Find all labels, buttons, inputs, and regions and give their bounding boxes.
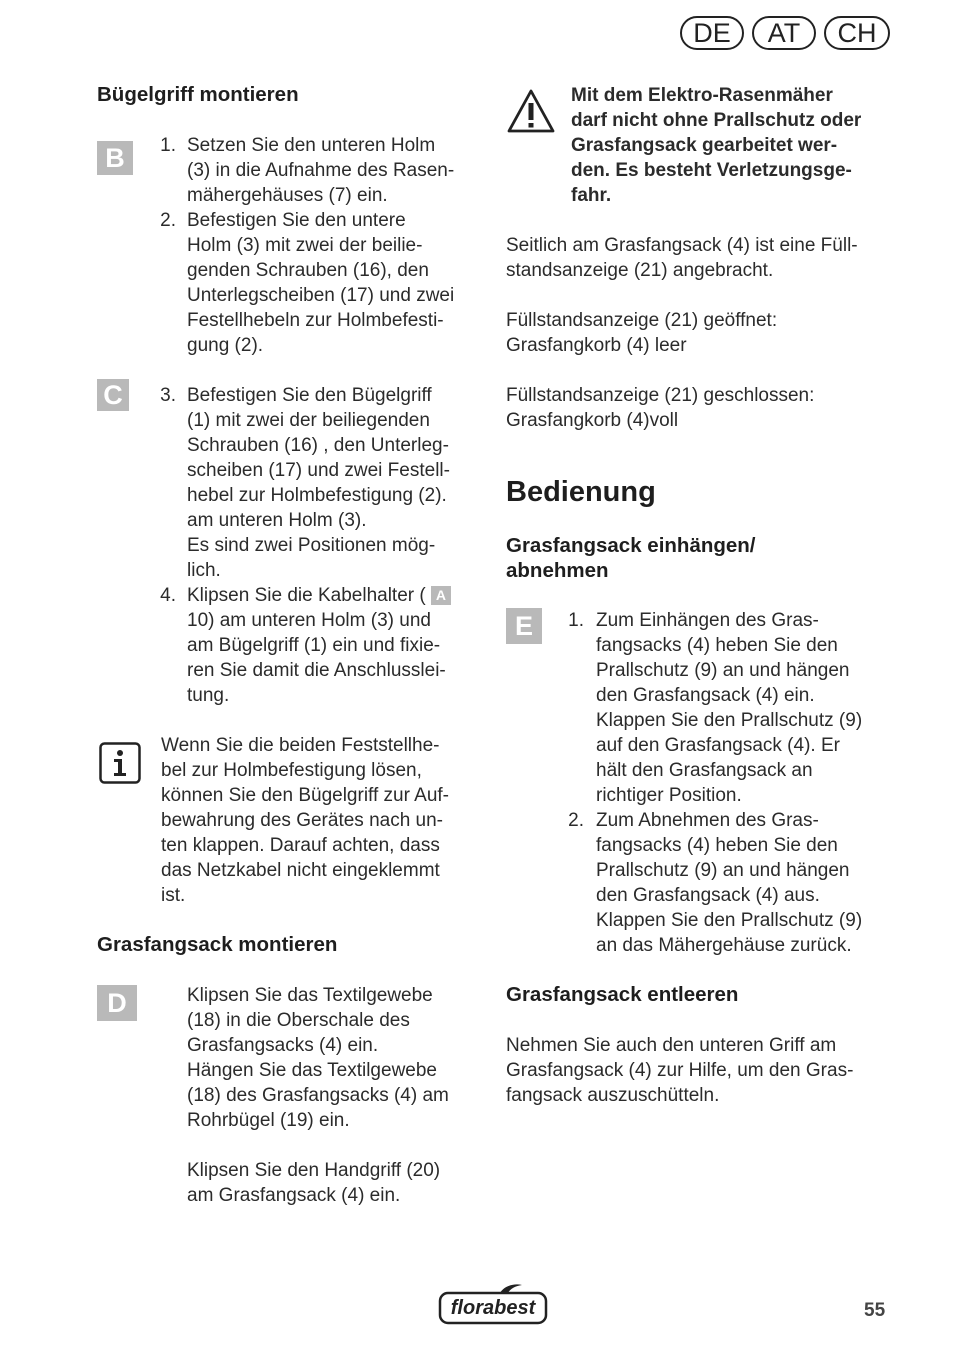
figure-badge-b: B — [97, 141, 133, 175]
e-step-1-text: Zum Einhängen des Gras- fangsacks (4) heben Sie den Prallschutz (9) an und hängen den Grasfangsack (4) ein. Klappen Sie den Prallschutz (9) auf den Grasfangsack (4). Er hält den Grasfangsack an richtiger Position. — [596, 610, 863, 806]
heading-entleeren: Grasfangsack entleeren — [506, 983, 739, 1006]
heading-bedienung: Bedienung — [506, 476, 656, 508]
step-number-4: 4. — [160, 585, 176, 606]
figure-badge-a-inline: A — [431, 586, 451, 605]
figure-badge-e: E — [506, 608, 542, 644]
figure-badge-d: D — [97, 985, 137, 1021]
heading-grasfangsack-montieren: Grasfangsack montieren — [97, 933, 338, 956]
heading-buegelgriff: Bügelgriff montieren — [97, 83, 299, 106]
step-4-text — [187, 583, 451, 708]
info-note-text: Wenn Sie die beiden Feststellhe- bel zur Holmbefestigung lösen, können Sie den Bügelgriff zur Auf- bewahrung des Gerätes nach un- ten klappen. Darauf achten, dass das Netzkabel nicht eingeklemmt ist. — [161, 735, 450, 906]
info-icon — [99, 742, 141, 784]
figure-badge-c: C — [97, 379, 129, 411]
step-number-2: 2. — [160, 210, 176, 231]
d-text-1: Klipsen Sie das Textilgewebe (18) in die Oberschale des Grasfangsacks (4) ein. Hängen Sie das Textilgewebe (18) des Grasfangsacks (4) am Rohrbügel (19) ein. — [187, 985, 449, 1131]
step-2-text: Befestigen Sie den untere Holm (3) mit zwei der beilie- genden Schrauben (16), den Unterlegscheiben (17) und zwei Festellhebeln zur Holmbefesti- gung (2). — [187, 210, 455, 356]
country-badge-ch: CH — [824, 16, 890, 50]
heading-einhaengen: Grasfangsack einhängen/ abnehmen — [506, 534, 756, 582]
country-badge-at: AT — [752, 16, 816, 50]
entleeren-text: Nehmen Sie auch den unteren Griff am Grasfangsack (4) zur Hilfe, um den Gras- fangsack auszuschütteln. — [506, 1035, 854, 1106]
e-step-2-text: Zum Abnehmen des Gras- fangsacks (4) heben Sie den Prallschutz (9) an und hängen den Grasfangsack (4) aus. Klappen Sie den Prallschutz (9) an das Mähergehäuse zurück. — [596, 810, 863, 956]
paragraph-fuellstand: Seitlich am Grasfangsack (4) ist eine Füll- standsanzeige (21) angebracht. — [506, 235, 858, 281]
warning-text: Mit dem Elektro-Rasenmäher darf nicht ohne Prallschutz oder Grasfangsack gearbeitet wer- den. Es besteht Verletzungsge- fahr. — [571, 85, 862, 206]
step-4-rest: 10) am unteren Holm (3) und am Bügelgriff (1) ein und fixie- ren Sie damit die Anschlusslei- tung. — [187, 610, 446, 706]
step-number-3: 3. — [160, 385, 176, 406]
step-3-text: Befestigen Sie den Bügelgriff (1) mit zwei der beiliegenden Schrauben (16) , den Unterleg- scheiben (17) und zwei Festell- hebel zur Holmbefestigung (2). am unteren Holm (3). Es sind zwei Positionen mög- lich. — [187, 385, 450, 581]
e-step-number-1: 1. — [568, 610, 584, 631]
warning-icon — [506, 88, 556, 134]
e-step-number-2: 2. — [568, 810, 584, 831]
country-badge-de: DE — [680, 16, 744, 50]
step-1-text: Setzen Sie den unteren Holm (3) in die Aufnahme des Rasen- mähergehäuses (7) ein. — [187, 135, 455, 206]
page-number: 55 — [864, 1300, 886, 1321]
d-text-2: Klipsen Sie den Handgriff (20) am Grasfangsack (4) ein. — [187, 1160, 441, 1206]
paragraph-geoeffnet: Füllstandsanzeige (21) geöffnet: Grasfangkorb (4) leer — [506, 310, 778, 356]
logo-wordmark: florabest — [450, 1297, 536, 1319]
florabest-logo — [438, 1283, 548, 1325]
step-number-1: 1. — [160, 135, 176, 156]
step-4-line1: Klipsen Sie die Kabelhalter ( — [187, 585, 426, 606]
paragraph-geschlossen: Füllstandsanzeige (21) geschlossen: Grasfangkorb (4)voll — [506, 385, 815, 431]
